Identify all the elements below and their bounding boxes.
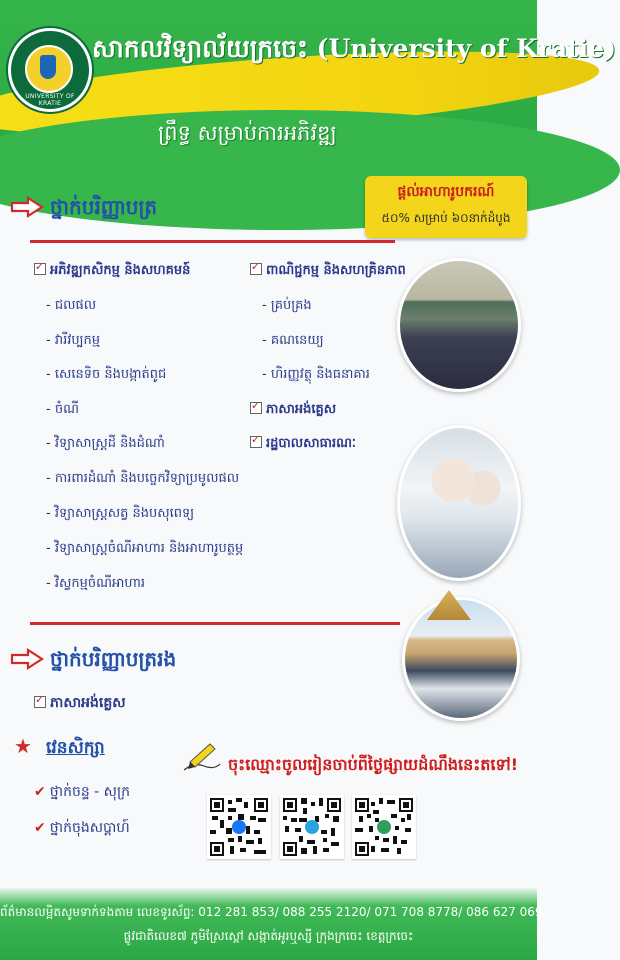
category-label: អភិវឌ្ឍកសិកម្ម និងសហគមន៍: [50, 263, 191, 278]
list-item: - វារីវប្បកម្ម: [46, 332, 100, 351]
qr-pattern: [355, 798, 413, 856]
list-item: - ចំណី: [46, 401, 79, 420]
classroom-photo: [397, 258, 521, 392]
category-agriculture: [34, 262, 190, 281]
list-item: - សេនេទិច និងបង្កាត់ពូជ: [46, 366, 166, 385]
list-item: - គ្រប់គ្រង: [262, 297, 312, 316]
checkbox-icon: [34, 263, 46, 275]
list-item: - ហិរញ្ញវត្ថុ និងធនាគារ: [262, 366, 370, 385]
qr-pattern: [210, 798, 268, 856]
logo-text: UNIVERSITY OF KRATIE: [25, 93, 75, 107]
category-commerce: [250, 262, 406, 281]
category-label: ពាណិជ្ជកម្ម និងសហគ្រិនភាព: [266, 263, 406, 278]
pen-writing-icon: [180, 740, 222, 774]
page-subtitle: ព្រឹទ្ធ សម្រាប់ការអភិវឌ្ឍ: [158, 121, 337, 145]
scholarship-badge: [365, 176, 527, 238]
qr-code-telegram[interactable]: [280, 795, 344, 859]
list-item: - គណនេយ្យ: [262, 332, 324, 351]
list-item: - វិស្វកម្មចំណីអាហារ: [46, 575, 145, 594]
checkbox-icon: [34, 696, 46, 708]
star-icon: ★: [14, 734, 32, 758]
footer-banner: [0, 888, 543, 960]
sessions-title: វេនសិក្សា: [46, 738, 105, 758]
footer-phone-line: ព័ត៌មានលម្អិតសូមទាក់ទងតាម លេខទូរស័ព្ទ: 012 281 853/ 088 255 2120/ 071 708 8778/ 086 627 069: [0, 905, 543, 919]
university-logo: [8, 28, 92, 112]
category-label: ភាសាអង់គ្លេស: [50, 695, 126, 711]
footer-address-line: ផ្លូវជាតិលេខ៧ ភូមិស្រែស្ពៅ សង្កាត់អូរឬស្សី ក្រុងក្រចេះ ខេត្តក្រចេះ: [123, 929, 414, 943]
badge-subtitle: ៥០% សម្រាប់ ៦០នាក់ដំបូង: [381, 211, 511, 225]
check-icon: ✔: [34, 784, 46, 800]
page-title: សាកលវិទ្យាល័យក្រចេះ (University of Kratie): [92, 34, 616, 63]
qr-code-website[interactable]: [352, 795, 416, 859]
logo-emblem: [25, 45, 73, 93]
badge-title: ផ្ដល់អាហារូបករណ៍: [397, 184, 495, 200]
list-item: - វិទ្យាសាស្ត្រចំណីអាហារ និងអាហារូបត្ថម្ភ: [46, 540, 243, 559]
checkbox-icon: [250, 436, 262, 448]
arrow-right-icon: [10, 196, 44, 218]
header-banner: [0, 0, 616, 165]
arrow-right-icon: [10, 648, 44, 670]
qr-pattern: [283, 798, 341, 856]
category-associate-english: [34, 693, 126, 714]
bachelor-title: ថ្នាក់បរិញ្ញាបត្រ: [50, 195, 158, 219]
category-public-admin: [250, 435, 356, 454]
checkbox-icon: [250, 263, 262, 275]
list-item: - វិទ្យាសាស្ត្រសត្វ និងបសុពេទ្យ: [46, 505, 194, 524]
session-item: [34, 818, 130, 839]
facebook-icon: [232, 820, 246, 834]
website-icon: [377, 820, 391, 834]
list-item: - ការពារដំណាំ និងបច្ចេកវិទ្យាប្រមូលផល: [46, 470, 239, 489]
register-notice: ចុះឈ្មោះចូលរៀនចាប់ពីថ្ងៃផ្សាយដំណឹងនេះតទៅ!: [228, 755, 519, 774]
session-label: ថ្នាក់ចន្ទ - សុក្រ: [49, 784, 131, 800]
category-label: ភាសាអង់គ្លេស: [266, 402, 337, 417]
list-item: - ជលផល: [46, 297, 96, 316]
laboratory-photo: [397, 425, 521, 581]
checkbox-icon: [250, 402, 262, 414]
session-item: [34, 782, 130, 803]
telegram-icon: [305, 820, 319, 834]
check-icon: ✔: [34, 820, 46, 836]
bachelor-divider: [30, 240, 395, 243]
category-label: រដ្ឋបាលសាធារណៈ: [266, 436, 356, 451]
qr-code-facebook[interactable]: [207, 795, 271, 859]
associate-divider: [30, 622, 400, 625]
associate-title: ថ្នាក់បរិញ្ញាបត្ររង: [50, 647, 177, 671]
session-label: ថ្នាក់ចុងសប្តាហ៍: [49, 820, 130, 836]
category-english: [250, 401, 336, 420]
list-item: - វិទ្យាសាស្ត្រដី និងដំណាំ: [46, 435, 165, 454]
